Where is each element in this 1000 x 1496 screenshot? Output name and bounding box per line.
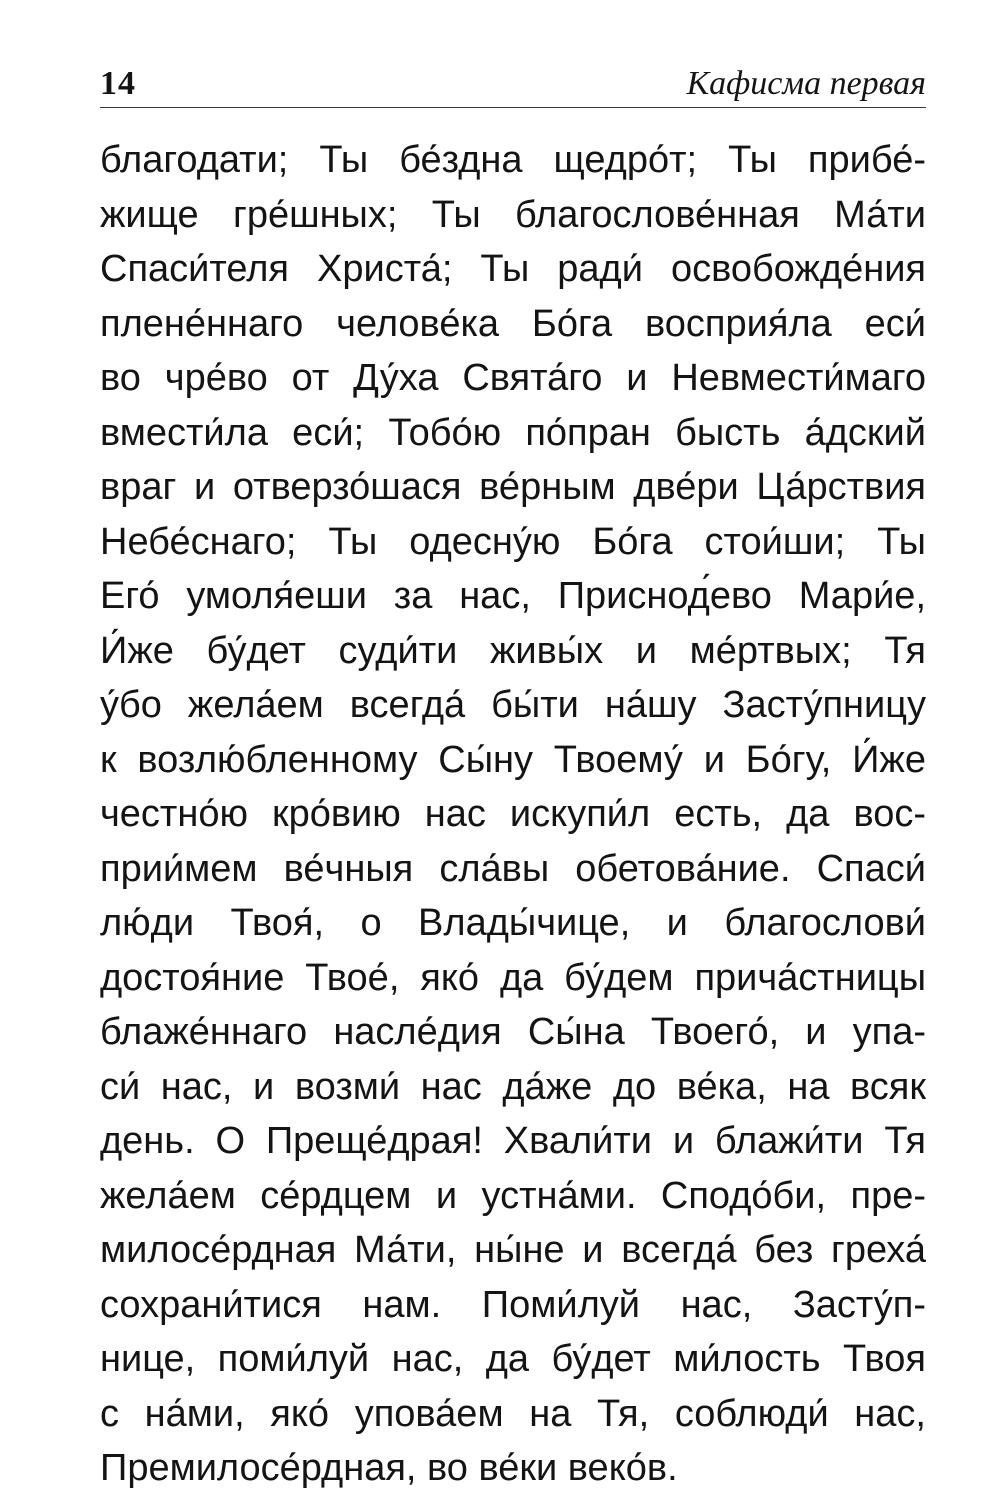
text-line: Небе́снаго; Ты одесну́ю Бо́га стои́ши; Ты: [100, 520, 926, 563]
text-line: во чре́во от Ду́ха Свята́го и Невмести́маго: [100, 357, 926, 399]
prayer-text: [100, 133, 926, 1496]
text-line: у́бо жела́ем всегда́ бы́ти на́шу Засту́пницу: [100, 684, 926, 726]
text-line: вмести́ла еси́; Тобо́ю по́пран бысть а́дский: [100, 411, 926, 454]
text-line: день. О Преще́драя! Хвали́ти и блажи́ти Тя: [100, 1120, 926, 1162]
text-line: жище гре́шных; Ты благослове́нная Ма́ти: [100, 193, 926, 236]
text-line: блаже́ннаго насле́дия Сы́на Твоего́, и упа-: [100, 1011, 926, 1053]
text-line: нице, поми́луй нас, да бу́дет ми́лость Твоя: [100, 1338, 926, 1380]
text-line: Спаси́теля Христа́; Ты ради́ освобожде́ния: [100, 248, 926, 290]
text-line: достоя́ние Твое́, яко́ да бу́дем прича́стницы: [100, 956, 926, 999]
text-line: Премилосе́рдная, во ве́ки веко́в.: [100, 1447, 678, 1489]
text-line: Его́ умоля́еши за нас, Приснод́ево Мари́е,: [100, 575, 926, 617]
text-line: лю́ди Твоя́, о Влады́чице, и благослови́: [100, 902, 926, 944]
text-line: сохрани́тися нам. Поми́луй нас, Засту́п-: [100, 1283, 926, 1326]
text-line: си́ нас, и возми́ нас да́же до ве́ка, на всяк: [100, 1065, 926, 1108]
section-title: Кафисма первая: [686, 65, 926, 102]
header-rule: [100, 107, 926, 108]
text-line: враг и отверзо́шася ве́рным две́ри Ца́рствия: [100, 466, 926, 508]
text-line: к возлю́бленному Сы́ну Твоему́ и Бо́гу, И́же: [100, 738, 926, 781]
page-number: 14: [100, 65, 136, 102]
text-line: И́же бу́дет суди́ти живы́х и ме́ртвых; Тя: [100, 629, 926, 672]
text-line: жела́ем се́рдцем и устна́ми. Сподо́би, пре-: [100, 1174, 926, 1217]
text-line: благодати; Ты бе́здна щедро́т; Ты прибе́-: [100, 139, 926, 181]
text-line: милосе́рдная Ма́ти, ны́не и всегда́ без греха́: [100, 1229, 926, 1271]
text-line: плене́ннаго челове́ка Бо́га восприя́ла еси́: [100, 302, 926, 345]
running-head: [100, 62, 926, 110]
text-line: с на́ми, яко́ упова́ем на Тя, соблюди́ нас,: [100, 1392, 926, 1435]
text-line: честно́ю кро́вию нас искупи́л есть, да вос-: [100, 793, 926, 835]
text-line: прии́мем ве́чныя сла́вы обетова́ние. Спаси́: [100, 847, 926, 890]
